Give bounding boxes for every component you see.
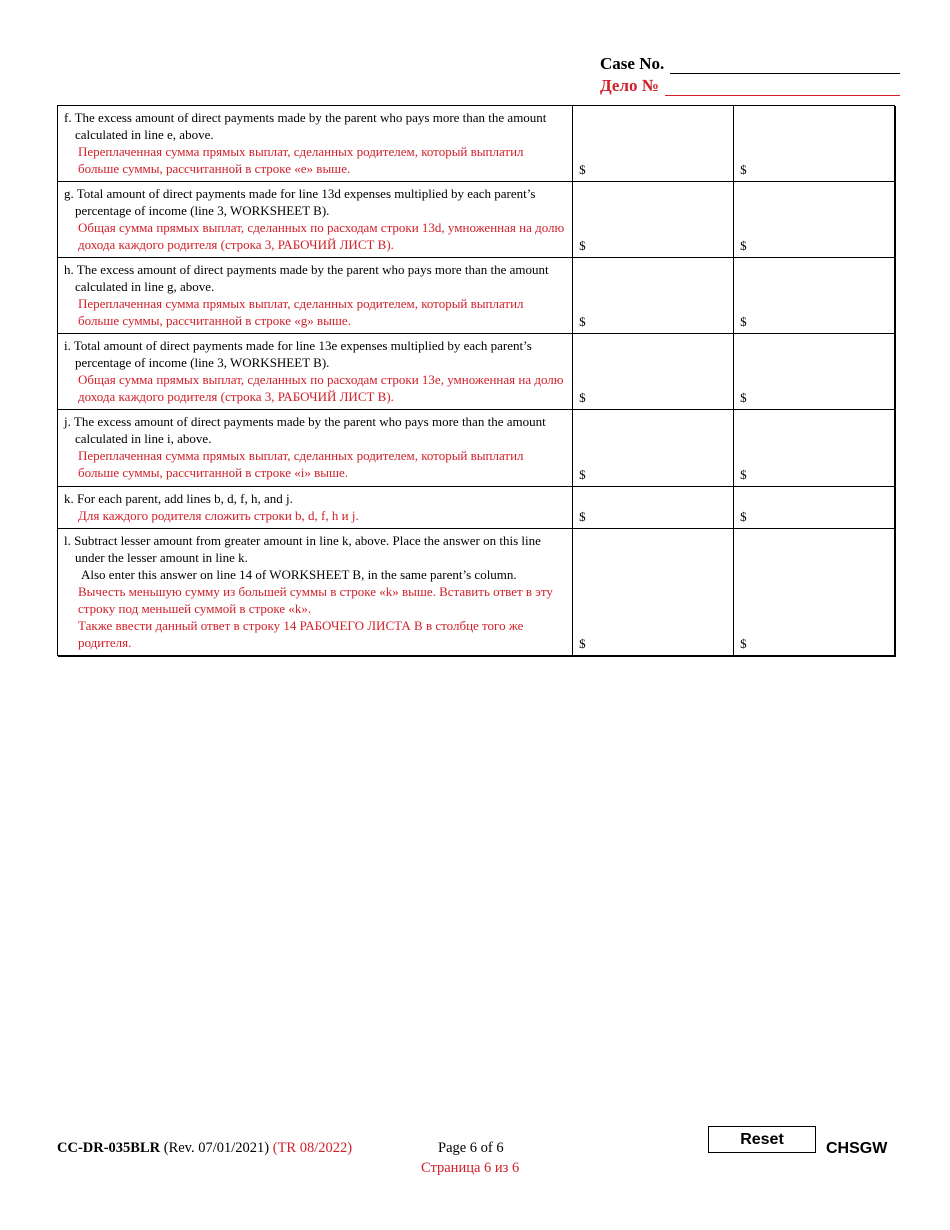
reset-button[interactable]: Reset (708, 1126, 816, 1153)
amount-field-parent-1[interactable] (573, 334, 734, 410)
row-text-ru: Переплаченная сумма прямых выплат, сделанных родителем, который выплатил больше суммы, рассчитанной в строке «i» выше. (78, 448, 524, 480)
currency-symbol: $ (740, 390, 747, 405)
case-number-field-ru[interactable] (665, 79, 900, 96)
row-text-ru-2: Также ввести данный ответ в строку 14 РАБОЧЕГО ЛИСТА B в столбце того же родителя. (78, 618, 524, 650)
page-number-ru: Страница 6 из 6 (421, 1160, 520, 1176)
page-number: Page 6 of 6 (438, 1140, 504, 1156)
row-text-en: j. The excess amount of direct payments made by the parent who pays more than the amount calculated in line i, above. (64, 414, 546, 446)
amount-field-parent-2[interactable] (734, 106, 895, 182)
form-revision: (Rev. 07/01/2021) (160, 1140, 273, 1156)
case-number-block (600, 52, 900, 96)
case-number-label-ru: Дело № (600, 76, 659, 95)
case-number-label: Case No. (600, 54, 665, 73)
amount-field-parent-2[interactable] (734, 529, 895, 656)
form-id-line (57, 1140, 352, 1157)
amount-field-parent-2[interactable] (734, 334, 895, 410)
row-description (58, 487, 573, 529)
row-text-en: k. For each parent, add lines b, d, f, h, and j. (64, 491, 293, 506)
row-text-en: g. Total amount of direct payments made for line 13d expenses multiplied by each parent’s percentage of income (line 3, WORKSHEET B). (64, 186, 536, 218)
worksheet-table (57, 105, 895, 656)
amount-field-parent-2[interactable] (734, 182, 895, 258)
row-text-ru: Переплаченная сумма прямых выплат, сделанных родителем, который выплатил больше суммы, рассчитанной в строке «g» выше. (78, 296, 524, 328)
row-text-ru: Для каждого родителя сложить строки b, d, f, h и j. (78, 508, 359, 523)
amount-field-parent-1[interactable] (573, 258, 734, 334)
currency-symbol: $ (740, 509, 747, 524)
amount-field-parent-1[interactable] (573, 182, 734, 258)
amount-field-parent-1[interactable] (573, 410, 734, 487)
currency-symbol: $ (740, 162, 747, 177)
row-text-ru: Общая сумма прямых выплат, сделанных по расходам строки 13e, умноженная на долю дохода каждого родителя (строка 3, РАБОЧИЙ ЛИСТ B). (78, 372, 564, 404)
form-id: CC-DR-035BLR (57, 1140, 161, 1156)
row-text-ru: Вычесть меньшую сумму из большей суммы в строке «k» выше. Вставить ответ в эту строку под меньшей суммой в строке «k». (78, 584, 553, 616)
row-text-ru: Переплаченная сумма прямых выплат, сделанных родителем, который выплатил больше суммы, рассчитанной в строке «e» выше. (78, 144, 524, 176)
row-text-en: l. Subtract lesser amount from greater amount in line k, above. Place the answer on this line under the lesser amount in line k. (64, 533, 541, 565)
currency-symbol: $ (579, 509, 586, 524)
currency-symbol: $ (740, 636, 747, 651)
case-number-row (600, 52, 900, 74)
amount-field-parent-1[interactable] (573, 529, 734, 656)
case-number-row-ru (600, 74, 900, 96)
amount-field-parent-1[interactable] (573, 106, 734, 182)
form-code: CHSGW (826, 1140, 888, 1157)
amount-field-parent-2[interactable] (734, 258, 895, 334)
row-description (58, 182, 573, 258)
amount-field-parent-1[interactable] (573, 487, 734, 529)
row-text-en: i. Total amount of direct payments made for line 13e expenses multiplied by each parent’s percentage of income (line 3, WORKSHEET B). (64, 338, 532, 370)
row-description (58, 334, 573, 410)
row-description (58, 410, 573, 487)
currency-symbol: $ (579, 314, 586, 329)
row-description (58, 106, 573, 182)
table-row-l (58, 529, 895, 656)
row-text-en-2 (64, 566, 566, 583)
table-row-k (58, 487, 895, 529)
translation-revision: (TR 08/2022) (272, 1140, 353, 1156)
row-text-en: h. The excess amount of direct payments made by the parent who pays more than the amount calculated in line g, above. (64, 262, 549, 294)
currency-symbol: $ (579, 636, 586, 651)
row-description (58, 258, 573, 334)
table-row-i (58, 334, 895, 410)
amount-field-parent-2[interactable] (734, 487, 895, 529)
case-number-field[interactable] (670, 57, 900, 74)
currency-symbol: $ (740, 238, 747, 253)
currency-symbol: $ (579, 390, 586, 405)
row-description (58, 529, 573, 656)
table-row-h (58, 258, 895, 334)
currency-symbol: $ (579, 162, 586, 177)
row-text-ru: Общая сумма прямых выплат, сделанных по расходам строки 13d, умноженная на долю дохода каждого родителя (строка 3, РАБОЧИЙ ЛИСТ B). (78, 220, 565, 252)
table-row-g (58, 182, 895, 258)
row-text-en: f. The excess amount of direct payments made by the parent who pays more than the amount calculated in line e, above. (64, 110, 547, 142)
table-row-j (58, 410, 895, 487)
currency-symbol: $ (740, 314, 747, 329)
currency-symbol: $ (740, 467, 747, 482)
currency-symbol: $ (579, 467, 586, 482)
table-row-f (58, 106, 895, 182)
currency-symbol: $ (579, 238, 586, 253)
row-text-en-2-content: Also enter this answer on line 14 of WORKSHEET B, in the same parent’s column. (81, 567, 517, 582)
amount-field-parent-2[interactable] (734, 410, 895, 487)
